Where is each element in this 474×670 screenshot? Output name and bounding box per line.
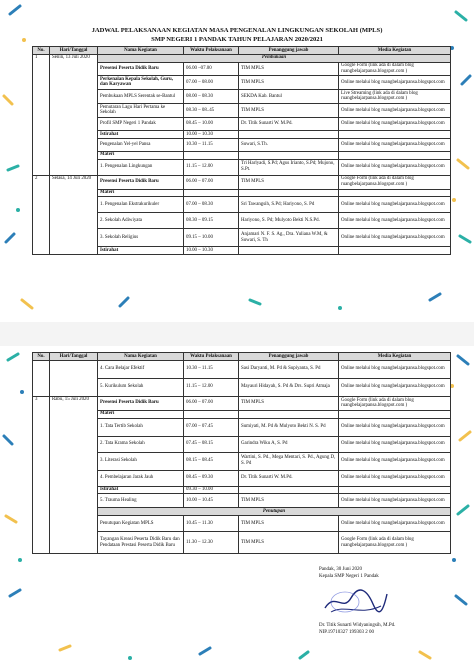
header-no: No. [33, 353, 50, 361]
pic-cell: Dr. Titik Sunarti W. M.Pd. [239, 470, 339, 486]
time-cell: 07.00 – 07.45 [184, 418, 239, 436]
signature-name: Dr. Titik Sunarti Widyaningsih, M.Pd. [319, 623, 396, 628]
pic-cell: SEKDA Kab. Bantul [239, 89, 339, 103]
media-cell: Online melalui blog ruangbelajarpansa.blogspot.com [339, 470, 451, 486]
media-cell: Online melalui blog ruangbelajarpansa.blogspot.com [339, 229, 451, 247]
time-cell: 08.00 – 08.30 [184, 89, 239, 103]
time-cell: 10.30 – 11.15 [184, 360, 239, 378]
pic-cell: Hariyono, S. Pd; Mulyoto Bekti N.S.Pd. [239, 213, 339, 229]
schedule-table-page-2 [32, 352, 451, 554]
pic-cell [239, 151, 339, 159]
activity-cell: Istirahat [98, 247, 184, 255]
signature-place-date: Pandak, 30 Juni 2020 [319, 567, 363, 572]
activity-cell: Presensi Peserta Didik Baru [98, 175, 184, 189]
time-cell: 08.45 – 09.30 [184, 470, 239, 486]
header-date: Hari/Tanggal [50, 353, 98, 361]
schedule-table-page-1 [32, 46, 451, 255]
time-cell: 06.00 – 07.00 [184, 175, 239, 189]
signature-block [319, 566, 379, 580]
media-cell [339, 189, 451, 197]
time-cell: 11.15 – 12.00 [184, 378, 239, 396]
time-cell: 11.15 – 12.00 [184, 159, 239, 175]
media-cell: Online melalui blog ruangbelajarpansa.blogspot.com [339, 378, 451, 396]
table-row [33, 360, 451, 378]
media-cell: Online melalui blog ruangbelajarpansa.blogspot.com [339, 75, 451, 89]
media-cell: Online melalui blog ruangbelajarpansa.blogspot.com [339, 213, 451, 229]
day-date: Rabu, 15 Juli 2020 [50, 396, 98, 553]
activity-cell: Perkenalan Kepala Sekolah, Guru, dan Karyawan [98, 75, 184, 89]
signature-name-block [319, 622, 395, 636]
activity-cell: Tayangan Kreasi Peserta Didik Baru dan Pendataan Prestasi Peserta Didik Baru [98, 532, 184, 554]
time-cell: 06.00 –07.00 [184, 62, 239, 75]
day-number: 2 [33, 175, 50, 255]
media-cell [339, 130, 451, 138]
media-cell: Google Form (link ada di dalam blog ruangbelajarpansa.blogspot.com ) [339, 396, 451, 410]
signature-stamp-icon [321, 582, 391, 620]
time-cell: 09.30 – 10.00 [184, 486, 239, 494]
media-cell: Online melalui blog ruangbelajarpansa.blogspot.com [339, 436, 451, 452]
time-cell: 10.45 – 11.30 [184, 516, 239, 532]
activity-cell: Pemutaran Lagu Hari Pertama ke Sekolah [98, 103, 184, 117]
header-time: Waktu Pelaksanaan [184, 353, 239, 361]
table-row [33, 175, 451, 189]
day-number: 3 [33, 396, 50, 553]
signature-nip: NIP.19710327 199303 2 00 [319, 630, 375, 635]
activity-cell: 5. Kurikulum Sekolah [98, 378, 184, 396]
day-date: Senin, 13 Juli 2020 [50, 54, 98, 175]
title-line-2: SMP NEGERI 1 PANDAK TAHUN PELAJARAN 2020/2021 [151, 36, 323, 43]
time-cell: 10.00 – 10.45 [184, 494, 239, 508]
activity-cell: Presensi Peserta Didik Baru [98, 396, 184, 410]
activity-cell: Pengenalan Yel-yel Pansa [98, 138, 184, 151]
header-activity: Nama Kegiatan [98, 47, 184, 55]
time-cell: 08.30 – 08..45 [184, 103, 239, 117]
activity-cell: 1. Pengenalan Ekstrakurikuler [98, 197, 184, 213]
header-activity: Nama Kegiatan [98, 353, 184, 361]
time-cell: 06.00 – 07.00 [184, 396, 239, 410]
activity-cell: 3. Literasi Sekolah [98, 452, 184, 470]
time-cell: 10.00 – 10.30 [184, 247, 239, 255]
time-cell: 07.45 – 08.15 [184, 436, 239, 452]
page-1 [0, 0, 474, 322]
pic-cell: TIM MPLS [239, 62, 339, 75]
pic-cell [239, 130, 339, 138]
time-cell: 08.15 – 08.45 [184, 452, 239, 470]
day-date-empty [50, 360, 98, 396]
time-cell [184, 151, 239, 159]
activity-cell: Istirahat [98, 130, 184, 138]
activity-cell: Istirahat [98, 486, 184, 494]
page-2 [0, 346, 474, 670]
pic-cell: Suwari, S.Th. [239, 138, 339, 151]
table-header-row [33, 47, 451, 55]
page-gap [0, 322, 474, 346]
pic-cell [239, 410, 339, 418]
media-cell: Online melalui blog ruangbelajarpansa.blogspot.com [339, 103, 451, 117]
header-pic: Penanggung jawab [239, 47, 339, 55]
time-cell: 07.00 – 08.30 [184, 197, 239, 213]
media-cell: Google Form (link ada di dalam blog ruangbelajarpansa.blogspot.com ) [339, 532, 451, 554]
media-cell: Online melalui blog ruangbelajarpansa.blogspot.com [339, 138, 451, 151]
pic-cell: Mayauri Hidayah, S. Pd & Drs. Supri Atmaja [239, 378, 339, 396]
pic-cell: Anjamari N. F. S. Ag., Dra. Yuliana W.M, & Suwari, S. Th [239, 229, 339, 247]
pic-cell: Sumiyati, M. Pd & Mulyoto Bekti N. S. Pd [239, 418, 339, 436]
section-row-opening [33, 54, 451, 62]
time-cell: 10.30 – 11.15 [184, 138, 239, 151]
activity-cell: 4. Cara Belajar Efektif [98, 360, 184, 378]
signature-role: Kepala SMP Negeri 1 Pandak [319, 574, 379, 579]
time-cell: 11.30 – 12.30 [184, 532, 239, 554]
header-pic: Penanggung jawab [239, 353, 339, 361]
time-cell: 10.00 – 10.30 [184, 130, 239, 138]
media-cell: Online melalui blog ruangbelajarpansa.blogspot.com [339, 452, 451, 470]
activity-cell: Materi [98, 189, 184, 197]
time-cell [184, 410, 239, 418]
activity-cell: Profil SMP Negeri 1 Pandak [98, 117, 184, 130]
activity-cell: 1. Pengenalan Lingkungan [98, 159, 184, 175]
title-line-1: JADWAL PELAKSANAAN KEGIATAN MASA PENGENALAN LINGKUNGAN SEKOLAH (MPLS) [91, 27, 383, 34]
pic-cell: TIM MPLS [239, 103, 339, 117]
pic-cell [239, 247, 339, 255]
media-cell: Online melalui blog ruangbelajarpansa.blogspot.com [339, 159, 451, 175]
pic-cell: TIM MPLS [239, 516, 339, 532]
media-cell: Google Form (link ada di dalam blog ruangbelajarpansa.blogspot.com ) [339, 175, 451, 189]
activity-cell: Presensi Peserta Didik Baru [98, 62, 184, 75]
section-label: Penutupan [98, 508, 451, 516]
time-cell: 09.15 – 10.00 [184, 229, 239, 247]
header-media: Media Kegiatan [339, 353, 451, 361]
activity-cell: 1. Tata Tertib Sekolah [98, 418, 184, 436]
media-cell: Online melalui blog ruangbelajarpansa.blogspot.com [339, 197, 451, 213]
media-cell: Online melalui blog ruangbelajarpansa.blogspot.com [339, 360, 451, 378]
media-cell [339, 486, 451, 494]
pic-cell: Garindra Wiku A, S. Pd [239, 436, 339, 452]
pic-cell: Wartini, S. Pd., Mega Mentari, S. Pd., Agung D, S. Pd [239, 452, 339, 470]
pic-cell: Dr. Titik Sunarti W. M.Pd. [239, 117, 339, 130]
pic-cell: TIM MPLS [239, 494, 339, 508]
table-row [33, 396, 451, 410]
activity-cell: 2. Sekolah Adiwiyata [98, 213, 184, 229]
pic-cell: TIM MPLS [239, 175, 339, 189]
media-cell [339, 247, 451, 255]
media-cell: Live Streaming (link ada di dalam blog ruangbelajarpansa.blogspot.com ) [339, 89, 451, 103]
media-cell: Online melalui blog ruangbelajarpansa.blogspot.com [339, 418, 451, 436]
header-date: Hari/Tanggal [50, 47, 98, 55]
activity-cell: Pembukaan MPLS Serentak se-Bantul [98, 89, 184, 103]
activity-cell: 4. Pembelajaran Jarak Jauh [98, 470, 184, 486]
media-cell: Online melalui blog ruangbelajarpansa.blogspot.com [339, 516, 451, 532]
time-cell: 08.30 – 09.15 [184, 213, 239, 229]
pic-cell: TIM MPLS [239, 532, 339, 554]
document-title [0, 26, 474, 44]
media-cell: Online melalui blog ruangbelajarpansa.blogspot.com [339, 117, 451, 130]
activity-cell: Penutupan Kegiatan MPLS [98, 516, 184, 532]
media-cell: Google Form (link ada di dalam blog ruangbelajarpansa.blogspot.com ) [339, 62, 451, 75]
time-cell: 08.45 – 10.00 [184, 117, 239, 130]
pic-cell [239, 189, 339, 197]
section-label: Pembukaan [98, 54, 451, 62]
pic-cell: Tri Harlyadi, S.Pd; Agus Irianto, S.Pd; Mujono, S.Pt. [239, 159, 339, 175]
pic-cell [239, 486, 339, 494]
activity-cell: 3. Sekolah Religius [98, 229, 184, 247]
pic-cell: TIM MPLS [239, 396, 339, 410]
table-header-row [33, 353, 451, 361]
activity-cell: 2. Tata Krama Sekolah [98, 436, 184, 452]
activity-cell: Materi [98, 410, 184, 418]
time-cell [184, 189, 239, 197]
pic-cell: TIM MPLS [239, 75, 339, 89]
header-media: Media Kegiatan [339, 47, 451, 55]
time-cell: 07.00 – 08.00 [184, 75, 239, 89]
media-cell [339, 151, 451, 159]
media-cell: Online melalui blog ruangbelajarpansa.blogspot.com [339, 494, 451, 508]
day-date: Selasa, 14 Juli 2020 [50, 175, 98, 255]
day-number-empty [33, 360, 50, 396]
header-no: No. [33, 47, 50, 55]
pic-cell: Sasi Daryanti, M. Pd & Supiyanta, S. Pd [239, 360, 339, 378]
activity-cell: Materi [98, 151, 184, 159]
day-number: 1 [33, 54, 50, 175]
activity-cell: 5. Trauma Healing [98, 494, 184, 508]
header-time: Waktu Pelaksanaan [184, 47, 239, 55]
pic-cell: Sri Tawangsih, S.Pd; Hariyono, S. Pd [239, 197, 339, 213]
media-cell [339, 410, 451, 418]
